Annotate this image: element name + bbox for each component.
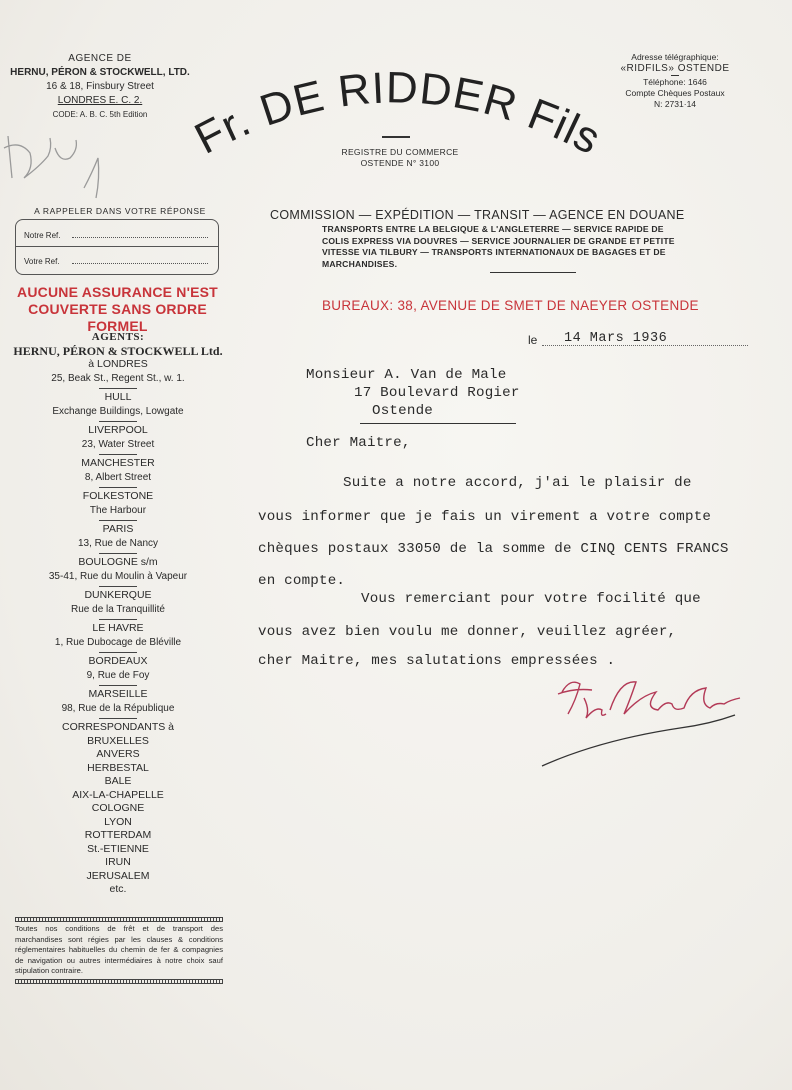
body-line-2: vous informer que je fais un virement a votre compte <box>258 509 712 525</box>
telegraph-label: Adresse télégraphique: <box>631 52 719 62</box>
company-name: Fr. DE RIDDER Fils <box>187 63 609 165</box>
insurance-warning <box>10 284 225 335</box>
agent-city: DUNKERQUE <box>84 589 152 601</box>
reference-box <box>15 219 219 275</box>
correspondant-city: JERUSALEM <box>86 869 150 882</box>
telegraph-address: «RIDFILS» OSTENDE <box>620 63 730 74</box>
date-line <box>528 333 748 349</box>
agent-divider <box>99 553 137 554</box>
agent-divider <box>99 619 137 620</box>
agency-city: LONDRES E. C. 2. <box>57 95 143 106</box>
warning-line-1: AUCUNE ASSURANCE N'EST <box>17 284 218 300</box>
agents-heading: AGENTS: <box>91 331 145 343</box>
warning-line-2: COUVERTE SANS ORDRE FORMEL <box>28 301 207 334</box>
date-value: 14 Mars 1936 <box>564 331 668 346</box>
footer-rule-bottom <box>15 979 223 984</box>
agent-address: 98, Rue de la République <box>61 702 175 714</box>
agent-address: 13, Rue de Nancy <box>77 537 159 549</box>
correspondant-city: AIX-LA-CHAPELLE <box>72 788 164 801</box>
body-line-4: en compte. <box>258 573 346 589</box>
services-divider <box>490 272 576 273</box>
contact-block <box>600 52 750 110</box>
agent-address: The Harbour <box>89 504 147 516</box>
agent-city: LE HAVRE <box>92 622 144 634</box>
correspondant-city: COLOGNE <box>91 802 145 814</box>
body-line-5: Vous remerciant pour votre focilité que <box>361 591 701 607</box>
pencil-annotation <box>0 118 120 208</box>
services-line-2: COLIS EXPRESS VIA DOUVRES — SERVICE JOURNALIER DE GRANDE ET PETITE <box>322 235 675 246</box>
agents-list <box>8 331 228 897</box>
agent-address: 9, Rue de Foy <box>86 669 150 681</box>
conditions-footer <box>15 915 223 986</box>
recipient-street: 17 Boulevard Rogier <box>354 385 520 401</box>
body-line-7: cher Maitre, mes salutations empressées . <box>258 653 616 669</box>
agent-divider <box>99 421 137 422</box>
footer-rule-top <box>15 917 223 922</box>
recipient-city: Ostende <box>372 403 433 419</box>
agent-city: MARSEILLE <box>88 688 148 700</box>
agent-divider <box>99 520 137 521</box>
correspondant-city: BALE <box>104 775 132 787</box>
agent-divider <box>99 652 137 653</box>
signature <box>540 670 755 770</box>
agency-firm: HERNU, PÉRON & STOCKWELL, LTD. <box>10 67 190 78</box>
cheques-number: N: 2731·14 <box>653 99 697 109</box>
agent-city: HULL <box>104 391 132 403</box>
registre-block <box>325 147 475 169</box>
reference-divider <box>16 246 218 247</box>
title-divider <box>382 136 410 138</box>
correspondant-city: IRUN <box>105 856 131 868</box>
services-line-1: TRANSPORTS ENTRE LA BELGIQUE & L'ANGLETERRE — SERVICE RAPIDE DE <box>322 224 664 234</box>
agency-code: CODE: A. B. C. 5th Edition <box>52 110 148 119</box>
agent-city: LIVERPOOL <box>88 424 148 436</box>
agent-address: 25, Beak St., Regent St., w. 1. <box>51 372 185 384</box>
agent-divider <box>99 487 137 488</box>
agency-street: 16 & 18, Finsbury Street <box>46 81 154 92</box>
telephone: Téléphone: 1646 <box>643 77 707 87</box>
correspondant-city: LYON <box>104 815 132 828</box>
agency-label: AGENCE DE <box>68 53 132 64</box>
agent-city: à LONDRES <box>88 358 148 370</box>
agent-address: 8, Albert Street <box>84 471 152 483</box>
conditions-text: Toutes nos conditions de frêt et de transport des marchandises sont régies par les clauses & conditions réglementaires habituelles du chemin de fer & compagnies de navigation ou autres intermédiaires à notre choix sauf stipulation contraire. <box>15 924 223 976</box>
registre-label: REGISTRE DU COMMERCE <box>341 147 459 157</box>
salutation: Cher Maitre, <box>306 435 411 451</box>
agent-address: Rue de la Tranquillité <box>71 603 165 615</box>
agent-divider <box>99 586 137 587</box>
body-line-1: Suite a notre accord, j'ai le plaisir de <box>343 475 692 491</box>
correspondant-city: ANVERS <box>96 748 140 760</box>
cheques-label: Compte Chèques Postaux <box>625 88 725 98</box>
body-line-6: vous avez bien voulu me donner, veuillez agréer, <box>258 624 677 640</box>
agent-divider <box>99 454 137 455</box>
recipient-name: Monsieur A. Van de Male <box>306 367 507 383</box>
agent-city: BOULOGNE s/m <box>78 556 158 568</box>
address-underline <box>360 423 516 424</box>
agent-city: MANCHESTER <box>81 457 155 469</box>
agent-address: 35-41, Rue du Moulin à Vapeur <box>48 570 188 582</box>
services-line-3: VITESSE VIA TILBURY — TRANSPORTS INTERNATIONAUX DE BAGAGES ET DE <box>322 247 666 257</box>
services-line-4: MARCHANDISES. <box>322 258 398 269</box>
agents-firm: HERNU, PÉRON & STOCKWELL Ltd. <box>13 343 223 358</box>
services-heading: COMMISSION — EXPÉDITION — TRANSIT — AGENCE EN DOUANE <box>270 208 685 222</box>
agent-city: BORDEAUX <box>88 655 148 667</box>
office-address: BUREAUX: 38, AVENUE DE SMET DE NAEYER OSTENDE <box>322 298 699 313</box>
correspondant-city: St.-ETIENNE <box>87 842 149 855</box>
agent-divider <box>99 685 137 686</box>
date-prefix: le <box>528 333 538 347</box>
contact-divider <box>671 75 679 76</box>
services-description <box>322 224 750 270</box>
agent-divider <box>99 388 137 389</box>
agency-block <box>10 52 190 122</box>
body-line-3: chèques postaux 33050 de la somme de CINQ CENTS FRANCS <box>258 541 729 557</box>
votre-ref-row <box>24 257 208 266</box>
agent-address: Exchange Buildings, Lowgate <box>52 405 184 417</box>
reference-heading: A RAPPELER DANS VOTRE RÉPONSE <box>34 206 206 216</box>
votre-ref-label: Votre Ref. <box>24 257 60 266</box>
correspondant-city: BRUXELLES <box>87 734 149 747</box>
agent-city: FOLKESTONE <box>82 490 154 502</box>
correspondant-city: HERBESTAL <box>87 761 149 774</box>
registre-number: OSTENDE N° 3100 <box>360 158 440 168</box>
correspondant-city: etc. <box>109 883 127 895</box>
agent-address: 23, Water Street <box>81 438 155 450</box>
correspondant-city: ROTTERDAM <box>84 829 152 841</box>
correspondants-label: CORRESPONDANTS à <box>61 721 175 733</box>
notre-ref-row <box>24 231 208 240</box>
agent-address: 1, Rue Dubocage de Bléville <box>54 636 182 648</box>
notre-ref-label: Notre Ref. <box>24 231 61 240</box>
agent-city: PARIS <box>102 523 134 535</box>
